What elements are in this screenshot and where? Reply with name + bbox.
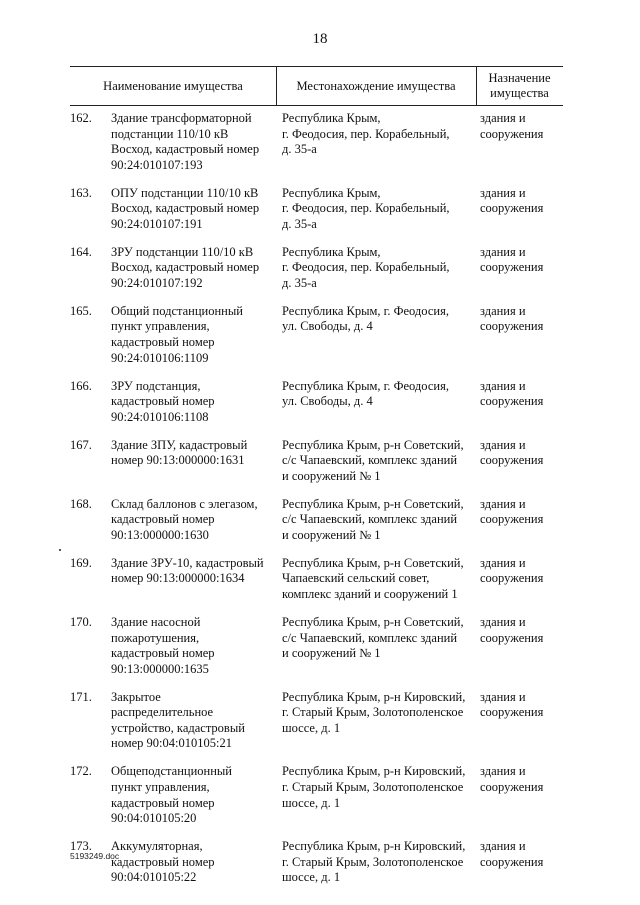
- property-name-line: Здание трансформаторной: [111, 111, 252, 125]
- property-location-line: г. Феодосия, пер. Корабельный,: [282, 126, 450, 141]
- property-name-line: ЗРУ подстанция,: [111, 378, 201, 393]
- row-number: 170.: [70, 614, 92, 629]
- property-location: [282, 111, 474, 158]
- property-location-line: и сооружений № 1: [282, 527, 381, 542]
- property-location-line: Республика Крым, р-н Советский,: [282, 614, 464, 629]
- row-number: 168.: [70, 496, 92, 511]
- row-number: 171.: [70, 689, 92, 704]
- row-number: 162.: [70, 111, 92, 125]
- property-purpose-line: здания и: [480, 303, 526, 318]
- property-location-line: Республика Крым,: [282, 185, 381, 200]
- property-location-line: шоссе, д. 1: [282, 795, 341, 810]
- property-purpose: [480, 379, 560, 410]
- row-number: 163.: [70, 185, 92, 200]
- table-row: [0, 379, 640, 438]
- property-purpose: [480, 438, 560, 469]
- property-purpose: [480, 186, 560, 217]
- property-name-line: пожаротушения,: [111, 630, 200, 645]
- property-location-line: ул. Свободы, д. 4: [282, 394, 373, 409]
- property-purpose: [480, 839, 560, 870]
- row-number: 173.: [70, 839, 92, 853]
- property-purpose-line: здания и: [480, 185, 526, 200]
- property-name: [111, 379, 276, 426]
- table-row: [0, 304, 640, 379]
- property-location-line: г. Феодосия, пер. Корабельный,: [282, 201, 450, 216]
- row-number: 167.: [70, 437, 92, 452]
- property-purpose-line: сооружения: [480, 779, 544, 794]
- property-name-line: номер 90:04:010105:21: [111, 736, 232, 751]
- property-name-line: Аккумуляторная,: [111, 839, 203, 853]
- property-purpose-line: сооружения: [480, 630, 544, 645]
- property-purpose-line: сооружения: [480, 260, 544, 275]
- property-location-line: шоссе, д. 1: [282, 720, 341, 735]
- property-location-line: и сооружений № 1: [282, 468, 381, 483]
- property-name: [111, 556, 276, 587]
- property-name-line: Здание ЗРУ-10, кадастровый: [111, 555, 264, 570]
- property-location-line: Республика Крым, р-н Кировский,: [282, 839, 466, 853]
- header-purpose: [476, 67, 563, 105]
- property-name: [111, 186, 276, 233]
- property-name-line: номер 90:13:000000:1631: [111, 453, 245, 468]
- property-name-line: 90:24:010106:1108: [111, 409, 209, 424]
- property-location-line: г. Старый Крым, Золотополенское: [282, 779, 464, 794]
- property-purpose-line: сооружения: [480, 854, 544, 869]
- property-location-line: д. 35-а: [282, 142, 317, 157]
- property-location-line: с/с Чапаевский, комплекс зданий: [282, 453, 458, 468]
- property-purpose: [480, 690, 560, 721]
- property-name: [111, 245, 276, 292]
- property-location-line: Республика Крым, р-н Кировский,: [282, 689, 466, 704]
- row-number: 164.: [70, 244, 92, 259]
- property-location: [282, 556, 474, 603]
- row-number: 165.: [70, 303, 92, 318]
- property-name-line: пункт управления,: [111, 319, 210, 334]
- property-name-line: кадастровый номер: [111, 854, 215, 869]
- property-location: [282, 764, 474, 811]
- property-name-line: кадастровый номер: [111, 646, 215, 661]
- property-name-line: 90:13:000000:1635: [111, 661, 209, 676]
- property-name-line: 90:24:010107:192: [111, 275, 203, 290]
- property-name-line: Общий подстанционный: [111, 303, 243, 318]
- property-name-line: пункт управления,: [111, 779, 210, 794]
- table-row: [0, 556, 640, 615]
- property-purpose: [480, 111, 560, 142]
- property-name-line: Восход, кадастровый номер: [111, 142, 260, 157]
- table-row: [0, 615, 640, 690]
- property-location-line: ул. Свободы, д. 4: [282, 319, 373, 334]
- table-row: [0, 497, 640, 556]
- property-location: [282, 245, 474, 292]
- property-purpose: [480, 304, 560, 335]
- property-name-line: 90:04:010105:20: [111, 811, 197, 826]
- property-location-line: с/с Чапаевский, комплекс зданий: [282, 630, 458, 645]
- property-purpose-line: сооружения: [480, 319, 544, 334]
- property-purpose-line: сооружения: [480, 126, 544, 141]
- property-purpose: [480, 615, 560, 646]
- property-location: [282, 438, 474, 485]
- property-purpose: [480, 556, 560, 587]
- property-name-line: устройство, кадастровый: [111, 720, 245, 735]
- property-name: [111, 615, 276, 677]
- property-name: [111, 304, 276, 366]
- property-location-line: Республика Крым, г. Феодосия,: [282, 303, 449, 318]
- property-name-line: кадастровый номер: [111, 512, 215, 527]
- property-name-line: номер 90:13:000000:1634: [111, 571, 245, 586]
- property-location-line: г. Феодосия, пер. Корабельный,: [282, 260, 450, 275]
- property-purpose-line: сооружения: [480, 201, 544, 216]
- header-name: Наименование имущества: [103, 78, 243, 93]
- property-location-line: Республика Крым,: [282, 111, 381, 125]
- row-number: 169.: [70, 555, 92, 570]
- property-name-line: ЗРУ подстанции 110/10 кВ: [111, 244, 254, 259]
- property-purpose: [480, 245, 560, 276]
- property-name-line: Восход, кадастровый номер: [111, 201, 260, 216]
- table-row: [0, 690, 640, 765]
- property-purpose: [480, 764, 560, 795]
- row-number: 166.: [70, 378, 92, 393]
- property-purpose-line: здания и: [480, 614, 526, 629]
- property-purpose-line: здания и: [480, 437, 526, 452]
- property-location-line: Республика Крым, р-н Советский,: [282, 437, 464, 452]
- property-name-line: кадастровый номер: [111, 394, 215, 409]
- property-purpose-line: здания и: [480, 378, 526, 393]
- property-purpose-line: сооружения: [480, 453, 544, 468]
- property-purpose-line: здания и: [480, 764, 526, 779]
- table-row: [0, 245, 640, 304]
- property-name-line: 90:13:000000:1630: [111, 527, 209, 542]
- property-location-line: Республика Крым, р-н Советский,: [282, 496, 464, 511]
- property-location-line: Республика Крым, г. Феодосия,: [282, 378, 449, 393]
- table-row: [0, 839, 640, 898]
- page-number: 18: [312, 31, 328, 47]
- header-purpose-line: Назначение: [488, 71, 551, 85]
- property-name-line: кадастровый номер: [111, 795, 215, 810]
- property-name: [111, 839, 276, 886]
- property-location-line: Республика Крым,: [282, 244, 381, 259]
- property-name-line: кадастровый номер: [111, 335, 215, 350]
- property-location-line: и сооружений № 1: [282, 646, 381, 661]
- property-location-line: Чапаевский сельский совет,: [282, 571, 430, 586]
- property-purpose-line: здания и: [480, 689, 526, 704]
- property-location: [282, 497, 474, 544]
- property-location: [282, 186, 474, 233]
- property-purpose: [480, 497, 560, 528]
- property-name-line: Здание ЗПУ, кадастровый: [111, 437, 248, 452]
- table-header: [70, 66, 563, 106]
- property-location: [282, 379, 474, 410]
- property-name-line: 90:24:010106:1109: [111, 350, 209, 365]
- property-location-line: с/с Чапаевский, комплекс зданий: [282, 512, 458, 527]
- property-name-line: Склад баллонов с элегазом,: [111, 496, 258, 511]
- property-name-line: 90:04:010105:22: [111, 870, 197, 885]
- property-location-line: г. Старый Крым, Золотополенское: [282, 705, 464, 720]
- property-name-line: 90:24:010107:193: [111, 157, 203, 172]
- property-purpose-line: здания и: [480, 839, 526, 853]
- property-location-line: шоссе, д. 1: [282, 870, 341, 885]
- property-name-line: Здание насосной: [111, 614, 201, 629]
- property-purpose-line: здания и: [480, 244, 526, 259]
- property-location-line: д. 35-а: [282, 216, 317, 231]
- property-name-line: Общеподстанционный: [111, 764, 232, 779]
- table-row: [0, 438, 640, 497]
- property-location-line: Республика Крым, р-н Советский,: [282, 555, 464, 570]
- property-name: [111, 690, 276, 752]
- property-purpose-line: здания и: [480, 496, 526, 511]
- property-location-line: д. 35-а: [282, 275, 317, 290]
- table-row: [0, 186, 640, 245]
- property-purpose-line: сооружения: [480, 512, 544, 527]
- property-name: [111, 111, 276, 173]
- property-location: [282, 304, 474, 335]
- property-purpose-line: здания и: [480, 555, 526, 570]
- property-purpose-line: сооружения: [480, 571, 544, 586]
- header-location: Местонахождение имущества: [296, 78, 456, 93]
- property-name-line: Восход, кадастровый номер: [111, 260, 260, 275]
- property-location: [282, 690, 474, 737]
- property-location-line: Республика Крым, р-н Кировский,: [282, 764, 466, 779]
- property-purpose-line: здания и: [480, 111, 526, 125]
- property-name-line: 90:24:010107:191: [111, 216, 203, 231]
- property-purpose-line: сооружения: [480, 705, 544, 720]
- scan-mark: [59, 549, 61, 551]
- file-name: 5193249.doc: [70, 851, 120, 861]
- property-name: [111, 438, 276, 469]
- table-row: [0, 764, 640, 839]
- property-name-line: ОПУ подстанции 110/10 кВ: [111, 185, 259, 200]
- property-name-line: подстанции 110/10 кВ: [111, 126, 229, 141]
- table-body: [0, 111, 640, 898]
- row-number: 172.: [70, 764, 92, 779]
- property-purpose-line: сооружения: [480, 394, 544, 409]
- header-purpose-line: имущества: [490, 86, 549, 100]
- property-location: [282, 615, 474, 662]
- property-name: [111, 764, 276, 826]
- table-row: [0, 111, 640, 186]
- property-location: [282, 839, 474, 886]
- property-name: [111, 497, 276, 544]
- property-name-line: Закрытое: [111, 689, 161, 704]
- property-location-line: комплекс зданий и сооружений 1: [282, 587, 458, 602]
- property-location-line: г. Старый Крым, Золотополенское: [282, 854, 464, 869]
- property-name-line: распределительное: [111, 705, 214, 720]
